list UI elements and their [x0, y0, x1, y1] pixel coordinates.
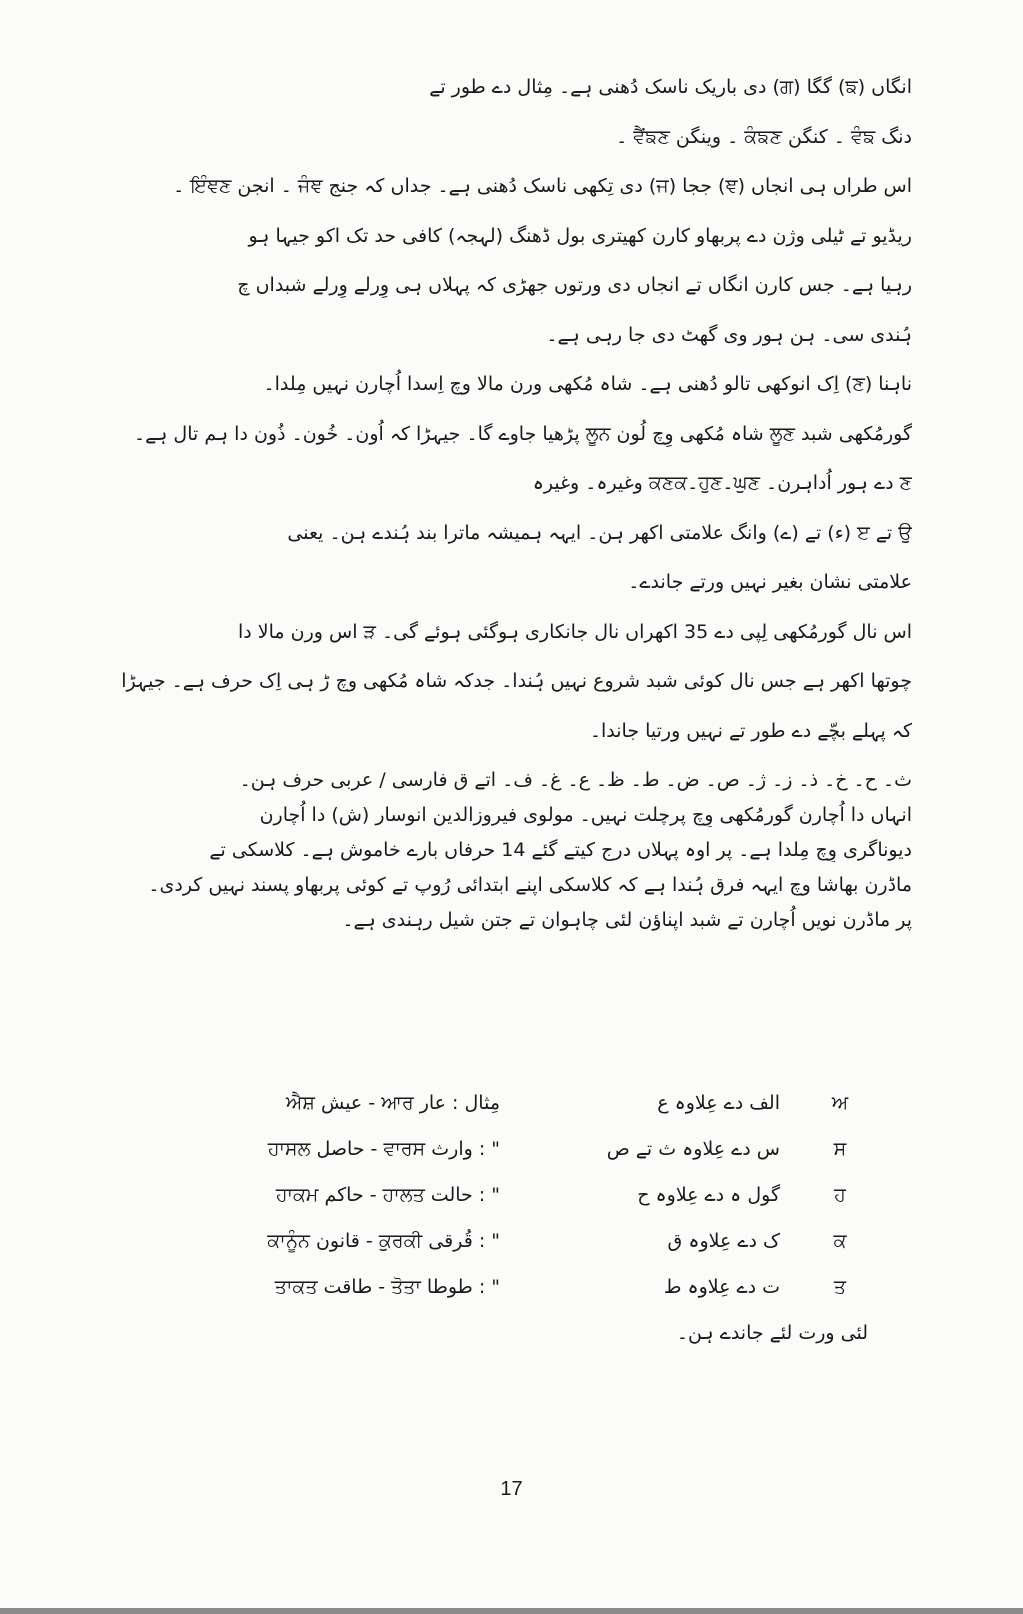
example-row	[130, 1085, 870, 1121]
text-line: دنگ ਵੰਙ ۔ کنگن ਕੰਙਣ ۔ وینگن ਵੈਂਙਣ ۔	[616, 125, 912, 148]
text-line: اس نال گورمُکھی لِپی دے 35 اکھراں نال جانکاری ہوگئی ہوئے گی۔ ੜ اس ورن مالا دا	[238, 620, 912, 643]
equivalence-rule: الف دے عِلاوہ ع	[657, 1092, 780, 1114]
text-line: ਣ دے ہور اُداہرن۔ ਘੁਣ۔ਹੁਣ۔ਕਣਕ وغیرہ۔ وغیرہ	[532, 472, 912, 494]
gurmukhi-letter: ਸ	[833, 1138, 847, 1160]
text-line: چوتھا اکھر ہے جس نال کوئی شبد شروع نہیں ہُندا۔ جدکہ شاہ مُکھی وچ ڑ ہی اِک حرف ہے۔ جیہڑا	[121, 670, 912, 692]
example-row	[130, 1177, 870, 1213]
example-words: " : طوطا ਤੋਤਾ - طاقت ਤਾਕਤ	[274, 1276, 500, 1298]
example-row	[130, 1223, 870, 1259]
text-line: انہاں دا اُچارن گورمُکھی وِچ پرچلت نہیں۔ مولوی فیروزالدین انوسار (ش) دا اُچارن	[259, 804, 912, 826]
example-row	[130, 1269, 870, 1305]
example-row	[130, 1131, 870, 1167]
page-bottom-edge	[0, 1608, 1023, 1614]
text-line: اس طراں ہی انجاں (ਞ) ججا (ਜ) دی تِکھی ناسک دُھنی ہے۔ جداں کہ جنج ਜੰਞ ۔ انجن ਇੰਞਣ ۔	[173, 175, 912, 197]
body-text	[82, 72, 912, 940]
text-line: پر ماڈرن نویں اُچارن تے شبد اپناؤن لئی چاہوان تے جتن شیل رہندی ہے۔	[342, 909, 912, 931]
letter-examples-table	[130, 1085, 870, 1315]
text-line: ہُندی سی۔ ہن ہور وی گھٹ دی جا رہی ہے۔	[546, 323, 912, 346]
equivalence-rule: س دے عِلاوہ ث تے ص	[606, 1138, 780, 1160]
text-line: ریڈیو تے ٹیلی وژن دے پربھاو کارن کھیتری بول ڈھنگ (لہجہ) کافی حد تک اکو جیہا ہو	[248, 224, 912, 247]
text-line: رہیا ہے۔ جس کارن انگاں تے انجاں دی ورتوں جھڑی کہ پہلاں ہی وِرلے وِرلے شبداں چ	[237, 274, 912, 296]
equivalence-rule: ک دے عِلاوہ ق	[667, 1230, 780, 1252]
text-line: ناہنا (ਣ) اِک انوکھی تالو دُھنی ہے۔ شاہ مُکھی ورن مالا وچ اِسدا اُچارن نہیں مِلدا۔	[263, 373, 912, 395]
page-number: 17	[500, 1478, 523, 1500]
equivalence-rule: گول ہ دے عِلاوہ ح	[637, 1184, 780, 1206]
example-words: " : قُرقی ਕੁਰਕੀ - قانون ਕਾਨੂੰਨ	[267, 1230, 500, 1252]
example-words: " : حالت ਹਾਲਤ - حاکم ਹਾਕਮ	[275, 1184, 500, 1206]
gurmukhi-letter: ਹ	[834, 1184, 846, 1206]
text-line: دیوناگری وِچ مِلدا ہے۔ پر اوہ پہلاں درج کیتے گئے 14 حرفاں بارے خاموش ہے۔ کلاسکی تے	[209, 839, 912, 861]
gurmukhi-letter: ਤ	[833, 1276, 847, 1298]
text-line: ماڈرن بھاشا وچ ایہہ فرق ہُندا ہے کہ کلاسکی اپنے ابتدائی رُوپ تے کوئی پربھاو پسند نہیں کردی۔	[148, 874, 912, 896]
text-line: انگاں (ਙ) گگا (ਗ) دی باریک ناسک دُھنی ہے۔ مِثال دے طور تے	[429, 76, 912, 98]
equivalence-rule: ت دے عِلاوہ ط	[663, 1276, 780, 1298]
text-line: کہ پہلے بچّے دے طور تے نہیں ورتیا جاندا۔	[589, 719, 912, 742]
text-line: علامتی نشان بغیر نہیں ورتے جاندے۔	[628, 571, 912, 593]
closing-line: لئی ورت لئے جاندے ہن۔	[676, 1322, 868, 1344]
gurmukhi-letter: ਅ	[831, 1092, 849, 1114]
text-line: گورمُکھی شبد ਲੂਣ شاہ مُکھی وِچ لُون ਲੂਨ پڑھیا جاوے گا۔ جیہڑا کہ اُون۔ خُون۔ ذُون دا ہم تال ہے۔	[133, 422, 912, 445]
gurmukhi-letter: ਕ	[833, 1230, 847, 1252]
text-line: ਉ تے ੲ (ء) تے (ے) وانگ علامتی اکھر ہن۔ ایہہ ہمیشہ ماترا بند ہُندے ہن۔ یعنی	[287, 521, 912, 544]
example-words: " : وارث ਵਾਰਸ - حاصل ਹਾਸਲ	[267, 1138, 500, 1160]
example-words: مِثال : عار ਆਰ - عیش ਐਸ਼	[286, 1092, 500, 1114]
text-line: ث۔ ح۔ خ۔ ذ۔ ز۔ ژ۔ ص۔ ض۔ ط۔ ظ۔ ع۔ غ۔ ف۔ اتے ق فارسی / عربی حرف ہن۔	[239, 769, 912, 791]
